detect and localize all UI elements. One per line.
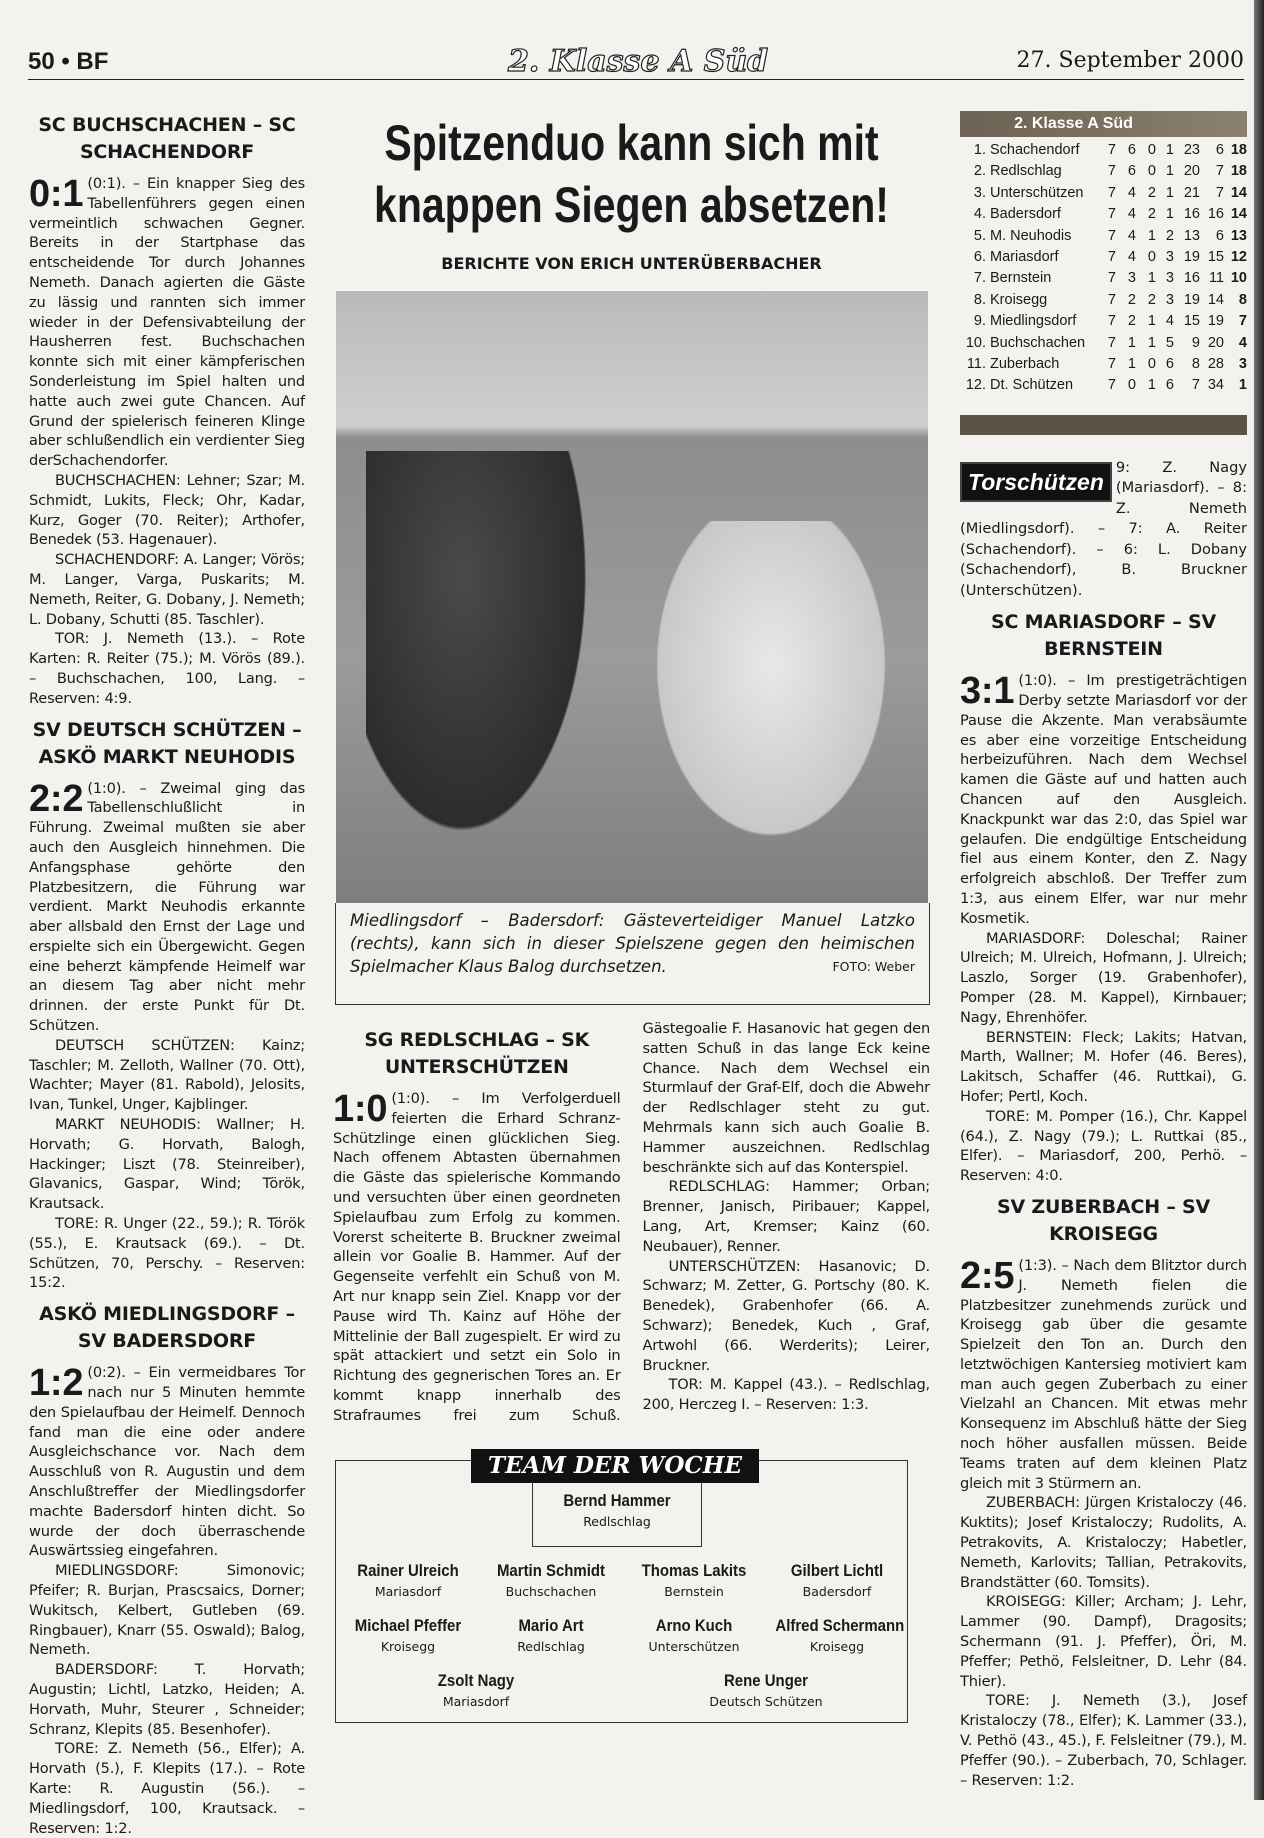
standings-cell: 4 xyxy=(1165,313,1174,330)
standings-cell: Unterschützen xyxy=(990,184,1084,201)
standings-cell: 15 xyxy=(1207,248,1224,265)
standings-cell: Dt. Schützen xyxy=(990,377,1074,394)
standings-cell: 2 xyxy=(1147,184,1156,201)
standings-cell: 7. xyxy=(973,270,986,287)
lineup-text: SCHACHENDORF: A. Langer; Vörös; M. Langer, Varga, Puskarits; M. Nemeth, Reiter, G. Dobany, J. Nemeth; L. Dobany, Schutti (85. Taschler). xyxy=(29,551,305,628)
standings-cell: 5 xyxy=(1165,334,1174,351)
standings-cell: 4 xyxy=(1127,248,1136,265)
section-title: 2. Klasse A Süd xyxy=(508,44,769,79)
lineup-text: BERNSTEIN: Fleck; Lakits; Hatvan, Marth, Wallner; M. Hofer (46. Beres), Lakitsch, Schaffer (46. Ruttkai), G. Hofer; Pertl, Koch. xyxy=(960,1028,1247,1105)
standings-cell: 7 xyxy=(1107,270,1116,287)
article-text: (0:2). – Ein vermeidbares Tor nach nur 5 Minuten hemmte den Spielaufbau der Heimelf. Dennoch fand man die eine oder andere Ausgleichschance vor. Nach dem Ausschluß von R. Augustin und dem Anschlußtreffer der Miedlingsdorfer machte Badersdorf hinten dicht. So wurde der doch überraschende Auswärtssieg eingefahren. xyxy=(29,1364,305,1560)
standings-cell: 4. xyxy=(973,206,986,223)
standings-cell: 18 xyxy=(1230,163,1247,180)
article-title: SC BUCHSCHACHEN – SC SCHACHENDORF xyxy=(38,114,296,163)
team-player xyxy=(338,1616,478,1654)
standings-cell: 1 xyxy=(1165,142,1174,158)
standings-cell: 2 xyxy=(1127,313,1136,330)
team-player xyxy=(547,1491,687,1529)
standings-row xyxy=(960,226,1247,247)
standings-cell: 3 xyxy=(1165,270,1174,287)
standings-cell: 28 xyxy=(1207,355,1224,372)
standings-row xyxy=(960,183,1247,204)
lineup-text: MARKT NEUHODIS: Wallner; H. Horvath; G. Horvath, Balogh, Hackinger; Liszt (78. Steinreiber), Glavanics, Gaspar, Wind; Török, Krautsack. xyxy=(29,1116,305,1213)
standings-cell: Redlschlag xyxy=(990,163,1062,180)
team-player xyxy=(406,1671,546,1709)
standings-cell: 7 xyxy=(1107,313,1116,330)
standings-cell: 4 xyxy=(1238,334,1247,351)
middle-bottom-article xyxy=(333,1019,930,1426)
lineup-text: TORE: R. Unger (22., 59.); R. Török (55.), E. Krautsack (69.). – Dt. Schützen, 70, Perschy. – Reserven: 15:2. xyxy=(29,1215,305,1292)
player-name: Martin Schmidt xyxy=(496,1560,606,1580)
standings-cell: 1 xyxy=(1165,163,1174,180)
standings-cell: 4 xyxy=(1127,206,1136,223)
standings-cell: 2 xyxy=(1165,227,1174,244)
player-name: Rainer Ulreich xyxy=(357,1560,459,1580)
player-name: Rene Unger xyxy=(724,1670,808,1690)
standings-cell: 14 xyxy=(1230,206,1247,223)
scorers-title: Torschützen xyxy=(960,462,1112,502)
standings-cell: 7 xyxy=(1215,163,1224,180)
lineup-text: BUCHSCHACHEN: Lehner; Szar; M. Schmidt, Lukits, Fleck; Ohr, Kadar, Kurz, Goger (70. Reiter); Arthofer, Benedek (53. Hagenauer). xyxy=(29,471,305,549)
standings-cell: Bernstein xyxy=(990,270,1052,287)
team-player xyxy=(624,1616,764,1654)
standings-cell: 3. xyxy=(973,184,986,201)
standings-cell: Zuberbach xyxy=(990,355,1060,372)
standings-cell: 21 xyxy=(1183,184,1200,201)
standings-cell: 7 xyxy=(1107,206,1116,223)
lineup-text: ZUBERBACH: Jürgen Kristaloczy (46. Kuktits); Josef Kristaloczy; Rudolits, A. Petrakovits, A. Kristaloczy; Habetler, Nemeth, Karlovits; Tallian, Petrakovits, Brandstätter (60. Tomsits). xyxy=(960,1494,1247,1591)
standings-cell: 14 xyxy=(1230,184,1247,201)
standings-cell: 8 xyxy=(1191,355,1200,372)
standings-cell: 0 xyxy=(1147,355,1156,372)
standings-cell: 1 xyxy=(1147,334,1156,351)
standings-row xyxy=(960,311,1247,332)
standings-cell: 11. xyxy=(966,355,986,372)
player-name: Michael Pfeffer xyxy=(354,1615,462,1635)
article xyxy=(333,1019,930,1426)
standings-cell: 3 xyxy=(1238,355,1247,372)
standings-cell: M. Neuhodis xyxy=(990,227,1072,244)
article xyxy=(960,1194,1247,1791)
standings-cell: 6. xyxy=(973,248,986,265)
standings-cell: 2 xyxy=(1147,206,1156,223)
player-name: Thomas Lakits xyxy=(641,1560,747,1580)
standings-cell: Miedlingsdorf xyxy=(990,313,1077,330)
standings-cell: 7 xyxy=(1107,248,1116,265)
team-of-the-week xyxy=(335,1451,908,1723)
standings-cell: 7 xyxy=(1107,377,1116,394)
lineup-text: TORE: Z. Nemeth (56., Elfer); A. Horvath (5.), F. Klepits (17.). – Rote Karte: R. Augustin (56.). – Miedlingsdorf, 100, Krautsack. – Reserven: 1:2. xyxy=(29,1740,305,1837)
standings-row xyxy=(960,204,1247,225)
player-name: Zsolt Nagy xyxy=(437,1670,515,1690)
lineup-text: MARIASDORF: Doleschal; Rainer Ulreich; M. Ulreich, Hofmann, J. Ulreich; Laszlo, Sorger (19. Grabenhofer), Pomper (28. M. Kappel), Kirnbauer; Nagy, Ehrenhöfer. xyxy=(960,929,1247,1026)
standings-cell: 2 xyxy=(1147,291,1156,308)
standings-cell: 6 xyxy=(1215,142,1224,158)
standings-cell: 8. xyxy=(973,291,986,308)
standings-cell: Buchschachen xyxy=(990,334,1086,351)
standings-row xyxy=(960,140,1247,161)
standings-row xyxy=(960,161,1247,182)
article-text: (1:0). – Im Verfolgerduell feierten die Erhard Schranz-Schützlinge einen glücklichen Sieg. Nach offenem Abtasten übernahmen die Gäste das spielerische Kommando und versuchten über einen geordneten Spielaufbau zum Erfolg zu kommen. Vorerst scheiterte B. Bruckner zweimal allein vor Goalie B. Hammer. Auf der Gegenseite verfehlt ein Schuß von M. Art nur knapp sein Ziel. Knapp vor der Pause wird Th. Kainz auf Höhe der Mittelinie der Ball zugespielt. Er wird zu spät attackiert und setzt ein Solo in Richtung des gegnerischen Tores an. Er kommt knapp innerhalb des Strafraumes frei zum Schuß. Gästegoalie F. Hasanovic hat gegen den satten Schuß in das lange Eck keine Chance. Nach dem Wechsel ein Sturmlauf der Graf-Elf, doch die Abwehr der Redlschlager steht zu gut. Mehrmals kann sich auch Goalie B. Hammer auszeichnen. Redlschlag beschränkte sich auf das Konterspiel. xyxy=(333,1020,930,1424)
standings-cell: 4 xyxy=(1127,184,1136,201)
standings-cell: 6 xyxy=(1215,227,1224,244)
player-name: Gilbert Lichtl xyxy=(790,1560,884,1580)
standings-cell: Kroisegg xyxy=(990,291,1048,308)
standings-cell: 4 xyxy=(1127,227,1136,244)
page-header xyxy=(28,44,1244,80)
standings-cell: 1 xyxy=(1147,377,1156,394)
standings-cell: Mariasdorf xyxy=(990,248,1059,265)
standings-cell: 13 xyxy=(1230,227,1247,244)
standings-cell: 7 xyxy=(1191,377,1200,394)
standings-cell: 14 xyxy=(1207,291,1224,308)
standings-cell: 6 xyxy=(1165,377,1174,394)
standings-cell: 11 xyxy=(1208,270,1224,287)
standings-cell: 7 xyxy=(1107,142,1116,158)
page-number: 50 • BF xyxy=(28,48,109,75)
player-club: Redlschlag xyxy=(583,1513,651,1529)
standings-cell: 7 xyxy=(1107,163,1116,180)
standings-cell: 18 xyxy=(1230,142,1247,158)
player-name: Mario Art xyxy=(518,1615,584,1635)
lineup-text: MIEDLINGSDORF: Simonovic; Pfeifer; R. Burjan, Prascsaics, Dorner; Wukitsch, Kelbert, Gutleben (69. Ringbauer), Knarr (55. Oswald); Balog, Nemeth. xyxy=(29,1562,305,1659)
standings-cell: 10. xyxy=(965,334,986,351)
article-title: SG REDLSCHLAG – SK UNTERSCHÜTZEN xyxy=(364,1029,590,1078)
standings-cell: 23 xyxy=(1183,142,1200,158)
top-scorers xyxy=(960,458,1247,602)
player-club: Mariasdorf xyxy=(374,1583,442,1599)
lineup-text: TORE: M. Pomper (16.), Chr. Kappel (64.), Z. Nagy (79.); L. Ruttkai (85., Elfer). – Mariasdorf, 200, Perhö. – Reserven: 4:0. xyxy=(960,1107,1247,1185)
player-club: Unterschützen xyxy=(648,1638,740,1654)
standings-cell: 13 xyxy=(1183,227,1200,244)
standings-cell: 1 xyxy=(1165,206,1174,223)
standings-cell: 6 xyxy=(1127,163,1136,180)
player-name: Arno Kuch xyxy=(655,1615,733,1635)
standings-cell: 7 xyxy=(1107,227,1116,244)
standings-cell: 16 xyxy=(1183,270,1200,287)
article-text: (1:3). – Nach dem Blitztor durch J. Nemeth fielen die Platzbesitzer zunehmends zurück und Kroisegg gab über die gesamte Spielzeit den Ton an. Durch den letztwöchigen Kantersieg motiviert kam man auch gegen Zuberbach zu einer Vielzahl an Chancen. Mit etwas mehr Konsequenz im Abschluß hätte der Sieg noch höher ausfallen müssen. Beide Teams traten auf dem kleinen Platz gleich mit 3 Stürmern an. xyxy=(960,1256,1247,1492)
standings-cell: 20 xyxy=(1183,163,1200,180)
standings-cell: 7 xyxy=(1107,184,1116,201)
player-club: Buchschachen xyxy=(505,1583,597,1599)
standings-title: 2. Klasse A Süd xyxy=(960,111,1247,137)
standings-cell: 34 xyxy=(1207,377,1224,394)
article-title: SV DEUTSCH SCHÜTZEN – ASKÖ MARKT NEUHODIS xyxy=(32,718,302,768)
article-text: (1:0). – Zweimal ging das Tabellenschlußlicht in Führung. Zweimal mußten sie aber auch den Ausgleich hinnehmen. Die Anfangsphase gehörte den Platzbesitzern, die Führung war verdient. Markt Neuhodis erkannte aber allsbald den Ernst der Lage und erspielte sich ein Übergewicht. Gegen eine beherzt kämpfende Heimelf war an diesem Tag aber nicht mehr drinnen. der erste Punkt für Dt. Schützen. xyxy=(29,779,305,1035)
standings-cell: 15 xyxy=(1183,313,1200,330)
standings-cell: 20 xyxy=(1207,334,1224,351)
score: 2:5 xyxy=(960,1254,1015,1297)
standings-cell: 0 xyxy=(1147,163,1156,180)
standings-cell: 1 xyxy=(1165,184,1174,201)
standings-cell: 6 xyxy=(1165,355,1174,372)
standings-cell: 3 xyxy=(1165,248,1174,265)
photo-caption-box xyxy=(335,903,930,1005)
standings-cell: 19 xyxy=(1207,313,1224,330)
team-of-week-title: TEAM DER WOCHE xyxy=(471,1449,759,1483)
standings-cell: Badersdorf xyxy=(990,206,1061,223)
standings-cell: 16 xyxy=(1207,206,1224,223)
article-text: (0:1). – Ein knapper Sieg des Tabellenführers gegen einen vermeintlich schwachen Gegner. Bereits in der Startphase das entscheidende Tor durch Johannes Nemeth. Danach agierten die Gäste zu lässig und rannten sich immer wieder in der Defensivabteilung der Hausherren fest. Buchschachen konnte sich mit einer kämpferischen Sonderleistung im Spiel halten und hatte auch zwei gute Chancen. Auf Grund der spielerisch feineren Klinge aber schlußendlich ein verdienter Sieg derSchachendorfer. xyxy=(29,175,305,470)
article xyxy=(29,717,305,1294)
standings-cell: 7 xyxy=(1215,184,1224,201)
standings-cell: 3 xyxy=(1127,270,1136,287)
team-player xyxy=(767,1616,907,1654)
score: 2:2 xyxy=(29,777,84,820)
page-edge xyxy=(1254,0,1264,1800)
score: 3:1 xyxy=(960,670,1015,713)
divider-bar xyxy=(960,415,1247,435)
team-player xyxy=(696,1671,836,1709)
standings-cell: 1 xyxy=(1127,334,1136,351)
lineup-text: BADERSDORF: T. Horvath; Augustin; Lichtl, Latzko, Heiden; A. Horvath, Muhr, Steurer , Schneider; Schranz, Klepits (85. Besenhofer). xyxy=(29,1661,305,1738)
issue-date: 27. September 2000 xyxy=(1016,48,1244,73)
standings-cell: 1 xyxy=(1147,313,1156,330)
article xyxy=(960,609,1247,1186)
standings-cell: 0 xyxy=(1147,142,1156,158)
team-player xyxy=(624,1561,764,1599)
standings-cell: 7 xyxy=(1238,313,1247,330)
standings-cell: 0 xyxy=(1147,248,1156,265)
player-club: Bernstein xyxy=(664,1583,724,1599)
lineup-text: TOR: M. Kappel (43.). – Redlschlag, 200, Herczeg I. – Reserven: 1:3. xyxy=(642,1376,930,1414)
standings-row xyxy=(960,354,1247,375)
article xyxy=(29,112,305,709)
standings-cell: 12. xyxy=(965,377,986,394)
match-photo xyxy=(336,291,928,903)
team-player xyxy=(338,1561,478,1599)
article xyxy=(29,1301,305,1838)
standings-cell: 19 xyxy=(1183,248,1200,265)
player-club: Mariasdorf xyxy=(442,1693,510,1709)
team-player xyxy=(767,1561,907,1599)
standings-cell: 19 xyxy=(1183,291,1200,308)
byline: BERICHTE VON ERICH UNTERÜBERBACHER xyxy=(441,254,822,273)
article-title: SC MARIASDORF – SV BERNSTEIN xyxy=(991,611,1216,661)
standings-cell: 9. xyxy=(973,313,986,330)
standings-cell: 7 xyxy=(1107,334,1116,351)
standings-row xyxy=(960,247,1247,268)
left-column xyxy=(29,104,305,1838)
player-club: Kroisegg xyxy=(809,1638,865,1654)
photo-credit: FOTO: Weber xyxy=(832,959,915,974)
lineup-text: DEUTSCH SCHÜTZEN: Kainz; Taschler; M. Zelloth, Wallner (70. Ott), Wachter; Mayer (81. Rabold), Jelosits, Ivan, Tunkel, Unger, Kajblinger. xyxy=(29,1036,305,1114)
player-club: Badersdorf xyxy=(802,1583,872,1599)
photo-caption: Miedlingsdorf – Badersdorf: Gästeverteidiger Manuel Latzko (rechts), kann sich in dieser Spielszene gegen den heimischen Spielmacher Klaus Balog durchsetzen. xyxy=(350,911,915,976)
player-club: Kroisegg xyxy=(380,1638,436,1654)
right-column xyxy=(960,111,1247,1790)
standings-cell: 8 xyxy=(1238,291,1247,308)
standings-cell: 2. xyxy=(973,163,986,180)
standings-row xyxy=(960,375,1247,396)
article-title: ASKÖ MIEDLINGSDORF – SV BADERSDORF xyxy=(39,1303,295,1353)
lineup-text: REDLSCHLAG: Hammer; Orban; Brenner, Janisch, Piribauer; Kappel, Lang, Art, Kremser; Kainz (60. Neubauer), Renner. xyxy=(642,1178,930,1255)
standings-cell: 1. xyxy=(973,142,986,158)
player-name: Alfred Schermann xyxy=(775,1615,905,1635)
standings-row xyxy=(960,333,1247,354)
standings-table xyxy=(960,111,1247,397)
standings-cell: 2 xyxy=(1127,291,1136,308)
standings-cell: 16 xyxy=(1183,206,1200,223)
standings-cell: 3 xyxy=(1165,291,1174,308)
lineup-text: TORE: J. Nemeth (3.), Josef Kristaloczy (78., Elfer); K. Lammer (33.), V. Pethö (43., 45.), F. Felsleitner (79.), M. Pfeffer (90.). – Zuberbach, 70, Schlager. – Reserven: 1:2. xyxy=(960,1692,1247,1789)
score: 1:0 xyxy=(333,1088,388,1130)
standings-cell: 9 xyxy=(1191,334,1200,351)
team-player xyxy=(481,1616,621,1654)
player-club: Redlschlag xyxy=(517,1638,585,1654)
standings-row xyxy=(960,290,1247,311)
article-title: SV ZUBERBACH – SV KROISEGG xyxy=(996,1195,1211,1245)
standings-cell: 0 xyxy=(1127,377,1136,394)
middle-column xyxy=(333,112,930,1723)
score: 0:1 xyxy=(29,173,84,215)
standings-cell: 6 xyxy=(1127,142,1136,158)
standings-cell: 12 xyxy=(1230,248,1247,265)
headline: Spitzenduo kann sich mit knappen Siegen absetzen! xyxy=(374,115,889,233)
standings-cell: 10 xyxy=(1230,270,1247,287)
lineup-text: TOR: J. Nemeth (13.). – Rote Karten: R. Reiter (75.); M. Vörös (89.). – Buchschachen, 100, Lang. – Reserven: 4:9. xyxy=(29,630,305,707)
standings-cell: 1 xyxy=(1147,270,1156,287)
standings-cell: 1 xyxy=(1147,227,1156,244)
lineup-text: UNTERSCHÜTZEN: Hasanovic; D. Schwarz; M. Zetter, G. Portschy (80. K. Benedek), Grabenhofer (66. A. Schwarz); Benedek, Kuch , Graf, Artwohl (66. Werderits); Leirer, Bruckner. xyxy=(642,1257,930,1374)
score: 1:2 xyxy=(29,1362,84,1405)
right-articles xyxy=(960,609,1247,1790)
team-player xyxy=(481,1561,621,1599)
standings-cell: 7 xyxy=(1107,355,1116,372)
standings-cell: Schachendorf xyxy=(990,142,1080,158)
standings-row xyxy=(960,268,1247,289)
standings-cell: 7 xyxy=(1107,291,1116,308)
standings-cell: 1 xyxy=(1238,377,1247,394)
scorers-text: 9: Z. Nagy (Mariasdorf). – 8: Z. Nemeth (Miedlingsdorf). – 7: A. Reiter (Schachendorf). – 6: L. Dobany (Schachendorf), B. Bruckner (Unterschützen). xyxy=(960,458,1247,599)
player-club: Deutsch Schützen xyxy=(709,1693,823,1709)
standings-cell: 1 xyxy=(1127,355,1136,372)
lineup-text: KROISEGG: Killer; Archam; J. Lehr, Lammer (90. Dampf), Dragosits; Schermann (91. J. Pfeffer), Öri, M. Pfeffer; Pethö, Felsleitner, D. Lehr (84. Thier). xyxy=(960,1593,1247,1690)
player-name: Bernd Hammer xyxy=(563,1490,671,1510)
article-text: (1:0). – Im prestigeträchtigen Derby setzte Mariasdorf vor der Pause die Akzente. Man verabsäumte es aber eine vorzeitige Entscheidung herbeizuführen. Nach dem Wechsel kamen die Gäste auf und hatten auch Chancen auf den Ausgleich. Knackpunkt war das 2:0, das Spiel war gelaufen. Die endgültige Entscheidung fiel aus einem Konter, den Z. Nagy erfolgreich abschloß. Der Treffer zum 1:3, aus einem Elfer, war nur mehr Kosmetik. xyxy=(960,672,1247,927)
standings-cell: 5. xyxy=(973,227,986,244)
